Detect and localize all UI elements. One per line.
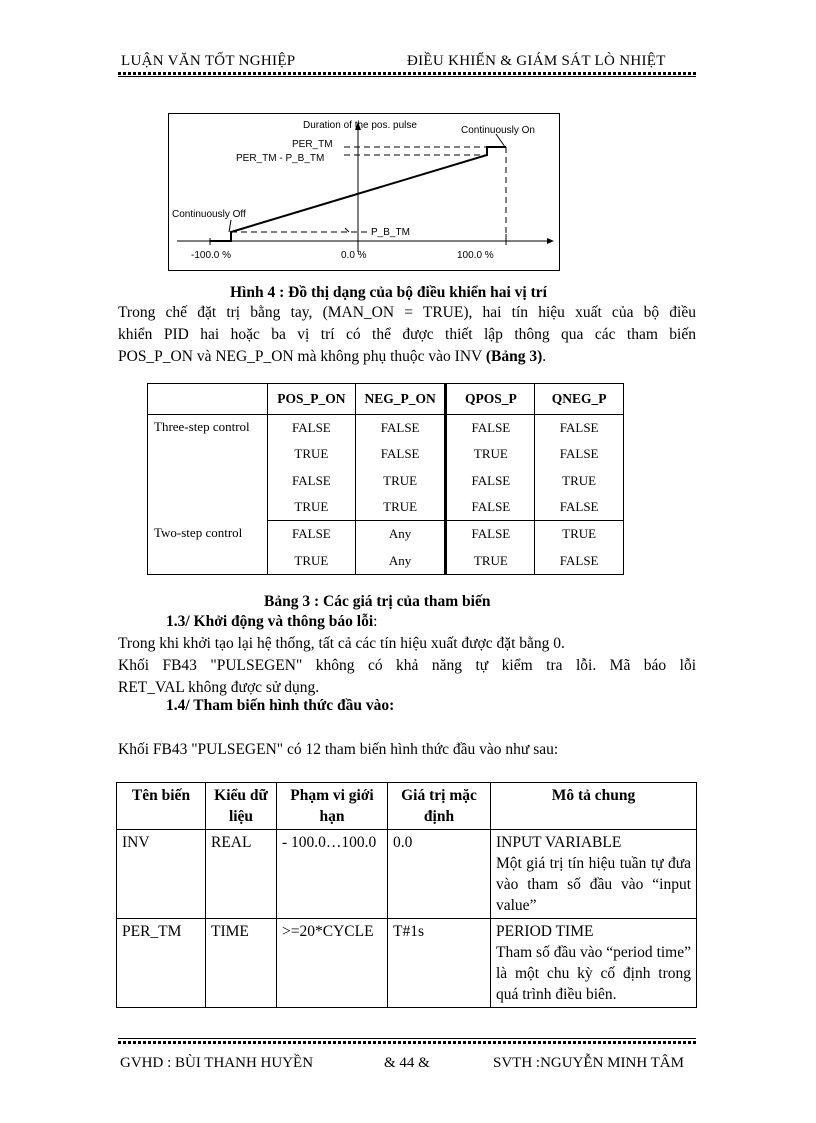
table-row (117, 830, 697, 919)
table-cell: Any (355, 521, 446, 548)
table-3-header-row (148, 384, 624, 415)
label-x-max: 100.0 % (457, 250, 494, 261)
param-default: T#1s (388, 919, 491, 1008)
label-x-min: -100.0 % (191, 250, 232, 261)
table-cell: TRUE (355, 468, 446, 494)
footer-divider (118, 1041, 696, 1044)
label-per-tm-pbtm: PER_TM - P_B_TM (236, 153, 325, 164)
param-desc-text: Tham số đầu vào “period time” là một chu kỳ cố định trong quá trình điều biên. (496, 944, 691, 1003)
controller-graph (168, 113, 560, 271)
param-desc-title: PERIOD TIME (496, 923, 594, 940)
table-cell: FALSE (268, 468, 356, 494)
table-cell: FALSE (535, 494, 624, 521)
table-3 (147, 383, 624, 575)
table-cell: TRUE (268, 547, 356, 574)
header-left: LUẬN VĂN TỐT NGHIỆP (121, 53, 296, 69)
intro-line-2: khiển PID hai hoặc ba vị trí có thể được thiết lập thông qua các tham biến (118, 326, 696, 343)
intro-line-3: POS_P_ON và NEG_P_ON mà không phụ thuộc vào INV (Bảng 3). (118, 348, 547, 365)
footer-divider-line (118, 1038, 696, 1039)
y-axis-title: Duration of the pos. pulse (303, 120, 417, 131)
table-cell: FALSE (535, 415, 624, 442)
table-cell: FALSE (268, 521, 356, 548)
param-header: Mô tả chung (491, 783, 697, 830)
table-cell: FALSE (446, 415, 535, 442)
group-label: Three-step control (148, 415, 268, 521)
page-number: & 44 & (384, 1055, 430, 1071)
figure-caption: Hình 4 : Đồ thị dạng của bộ điều khiển hai vị trí (230, 284, 547, 301)
label-p-b-tm: P_B_TM (371, 227, 410, 238)
off-callout (229, 220, 231, 232)
label-x-mid: 0.0 % (341, 250, 367, 261)
table-cell: TRUE (535, 521, 624, 548)
section-1-4-intro (118, 739, 696, 761)
table-cell: TRUE (268, 494, 356, 521)
param-header: Kiểu dữ liệu (206, 783, 277, 830)
param-description (491, 830, 697, 919)
label-per-tm: PER_TM (292, 139, 333, 150)
s13-line-3: RET_VAL không được sử dụng. (118, 679, 320, 696)
label-continuously-on: Continuously On (461, 125, 535, 136)
param-type: TIME (206, 919, 277, 1008)
table-3-header: QPOS_P (446, 384, 535, 415)
table-cell: TRUE (446, 547, 535, 574)
table-3-header: NEG_P_ON (355, 384, 446, 415)
param-header: Tên biến (117, 783, 206, 830)
param-header: Giá trị mặc định (388, 783, 491, 830)
footer-left: GVHD : BÙI THANH HUYỀN (120, 1055, 314, 1071)
table-cell: FALSE (268, 415, 356, 442)
table-cell: TRUE (535, 468, 624, 494)
section-1-3-body (118, 633, 696, 699)
pbtm-callout (345, 228, 349, 232)
param-desc-text: Một giá trị tín hiệu tuần tự đưa vào tham số đầu vào “input value” (496, 855, 691, 914)
parameter-table (116, 782, 697, 1008)
x-axis-arrow (547, 238, 554, 244)
param-description (491, 919, 697, 1008)
table-row (148, 521, 624, 548)
table-cell: FALSE (355, 441, 446, 467)
table-row (148, 415, 624, 442)
intro-line-1: Trong chế đặt trị bằng tay, (MAN_ON = TRUE), hai tín hiệu xuất của bộ điều (118, 304, 696, 321)
intro-paragraph (118, 302, 696, 368)
s13-line-1: Trong khi khởi tạo lại hệ thống, tất cả các tín hiệu xuất được đặt bằng 0. (118, 635, 565, 652)
s14-intro: Khối FB43 "PULSEGEN" có 12 tham biến hình thức đầu vào như sau: (118, 741, 559, 758)
table-cell: FALSE (535, 547, 624, 574)
section-1-3-title: 1.3/ Khởi động và thông báo lỗi: (166, 613, 378, 630)
table-cell: FALSE (446, 468, 535, 494)
header-divider (118, 72, 696, 75)
table-cell: TRUE (355, 494, 446, 521)
param-default: 0.0 (388, 830, 491, 919)
table-3-header: QNEG_P (535, 384, 624, 415)
param-type: REAL (206, 830, 277, 919)
param-range: - 100.0…100.0 (277, 830, 388, 919)
param-header: Phạm vi giới hạn (277, 783, 388, 830)
table-3-header (148, 384, 268, 415)
header-right: ĐIỀU KHIỂN & GIÁM SÁT LÒ NHIỆT (407, 53, 666, 69)
param-name: INV (117, 830, 206, 919)
table-3-caption: Bảng 3 : Các giá trị của tham biến (264, 593, 491, 610)
table-cell: Any (355, 547, 446, 574)
table-cell: FALSE (446, 494, 535, 521)
section-1-4-title: 1.4/ Tham biến hình thức đầu vào: (166, 697, 395, 714)
table-row (117, 919, 697, 1008)
param-header-row (117, 783, 697, 830)
param-range: >=20*CYCLE (277, 919, 388, 1008)
table-cell: FALSE (535, 441, 624, 467)
table-cell: TRUE (268, 441, 356, 467)
label-continuously-off: Continuously Off (172, 209, 246, 220)
group-label: Two-step control (148, 521, 268, 575)
table-ref: (Bảng 3) (485, 348, 543, 365)
param-desc-title: INPUT VARIABLE (496, 834, 622, 851)
table-cell: FALSE (355, 415, 446, 442)
table-cell: FALSE (446, 521, 535, 548)
table-cell: TRUE (446, 441, 535, 467)
s13-line-2: Khối FB43 "PULSEGEN" không có khả năng tự kiểm tra lỗi. Mã báo lỗi (118, 657, 696, 674)
param-name: PER_TM (117, 919, 206, 1008)
table-3-header: POS_P_ON (268, 384, 356, 415)
header-divider-line (118, 76, 696, 77)
footer-right: SVTH :NGUYỄN MINH TÂM (493, 1055, 684, 1071)
